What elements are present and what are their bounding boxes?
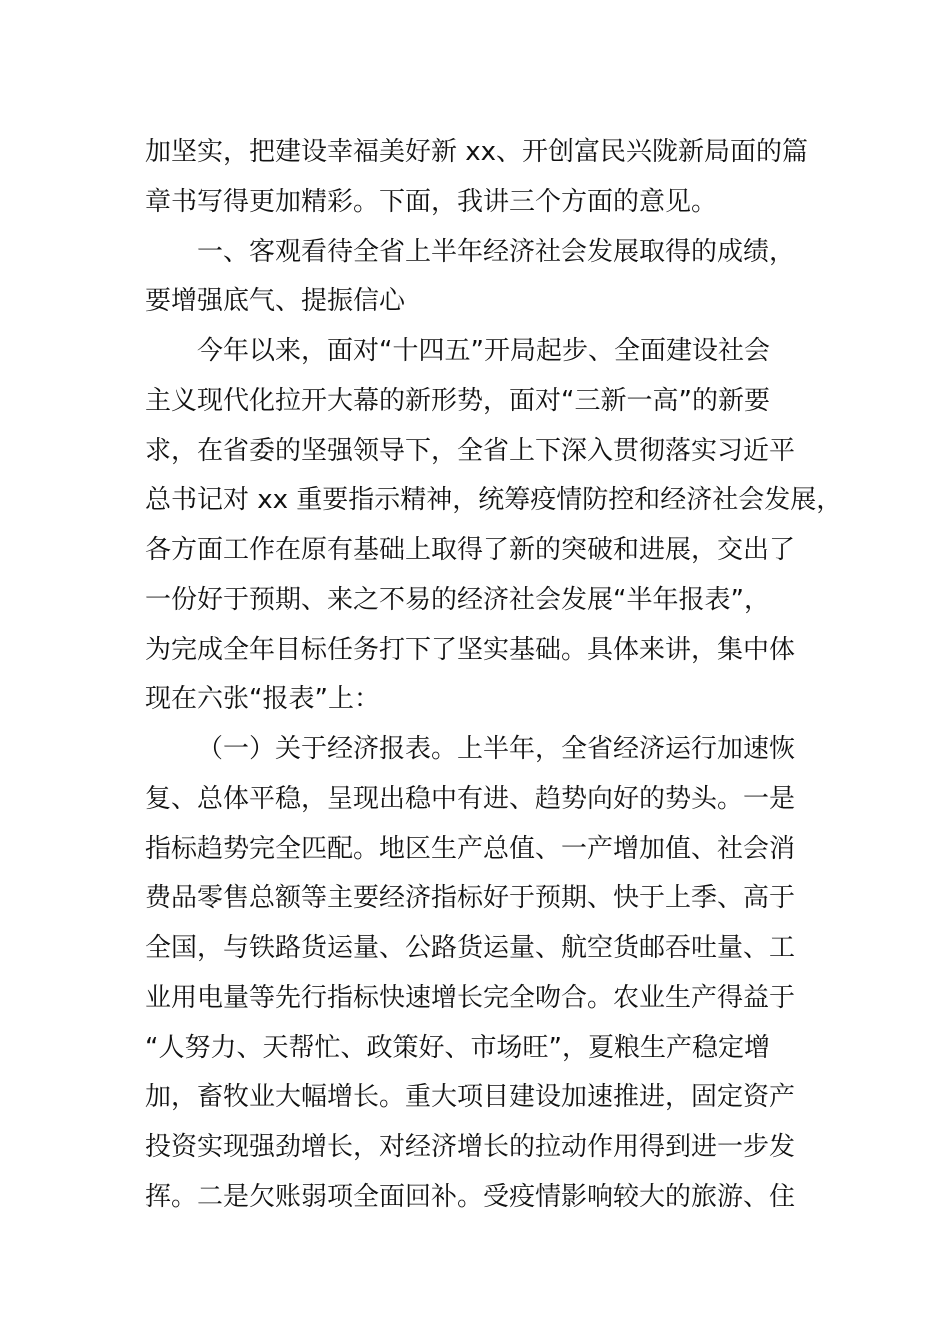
text-line: 总书记对 xx 重要指示精神，统筹疫情防控和经济社会发展， (145, 485, 843, 515)
text-line: 费品零售总额等主要经济指标好于预期、快于上季、高于 (145, 883, 796, 913)
text-line: 一份好于预期、来之不易的经济社会发展“半年报表”， (145, 585, 770, 615)
section-heading-line: 要增强底气、提振信心 (145, 286, 406, 316)
text-line: 章书写得更加精彩。下面，我讲三个方面的意见。 (145, 187, 718, 217)
text-line: 加坚实，把建设幸福美好新 xx、开创富民兴陇新局面的篇 (145, 137, 809, 167)
text-line: 为完成全年目标任务打下了坚实基础。具体来讲，集中体 (145, 635, 796, 665)
text-line: 加，畜牧业大幅增长。重大项目建设加速推进，固定资产 (145, 1082, 796, 1112)
section-heading-line: 一、客观看待全省上半年经济社会发展取得的成绩， (197, 237, 796, 267)
text-line: 各方面工作在原有基础上取得了新的突破和进展，交出了 (145, 535, 796, 565)
text-line: 指标趋势完全匹配。地区生产总值、一产增加值、社会消 (145, 834, 796, 864)
text-line: 投资实现强劲增长，对经济增长的拉动作用得到进一步发 (145, 1132, 796, 1162)
text-line: 复、总体平稳，呈现出稳中有进、趋势向好的势头。一是 (145, 784, 796, 814)
text-line: 今年以来，面对“十四五”开局起步、全面建设社会 (197, 336, 770, 366)
text-line: 主义现代化拉开大幕的新形势，面对“三新一高”的新要 (145, 386, 770, 416)
text-line: （一）关于经济报表。上半年，全省经济运行加速恢 (197, 734, 796, 764)
text-line: 业用电量等先行指标快速增长完全吻合。农业生产得益于 (145, 983, 796, 1013)
text-line: 求，在省委的坚强领导下，全省上下深入贯彻落实习近平 (145, 436, 796, 466)
text-line: 挥。二是欠账弱项全面回补。受疫情影响较大的旅游、住 (145, 1182, 796, 1212)
text-line: 现在六张“报表”上： (145, 684, 380, 714)
text-line: “人努力、天帮忙、政策好、市场旺”，夏粮生产稳定增 (145, 1033, 770, 1063)
text-line: 全国，与铁路货运量、公路货运量、航空货邮吞吐量、工 (145, 933, 796, 963)
